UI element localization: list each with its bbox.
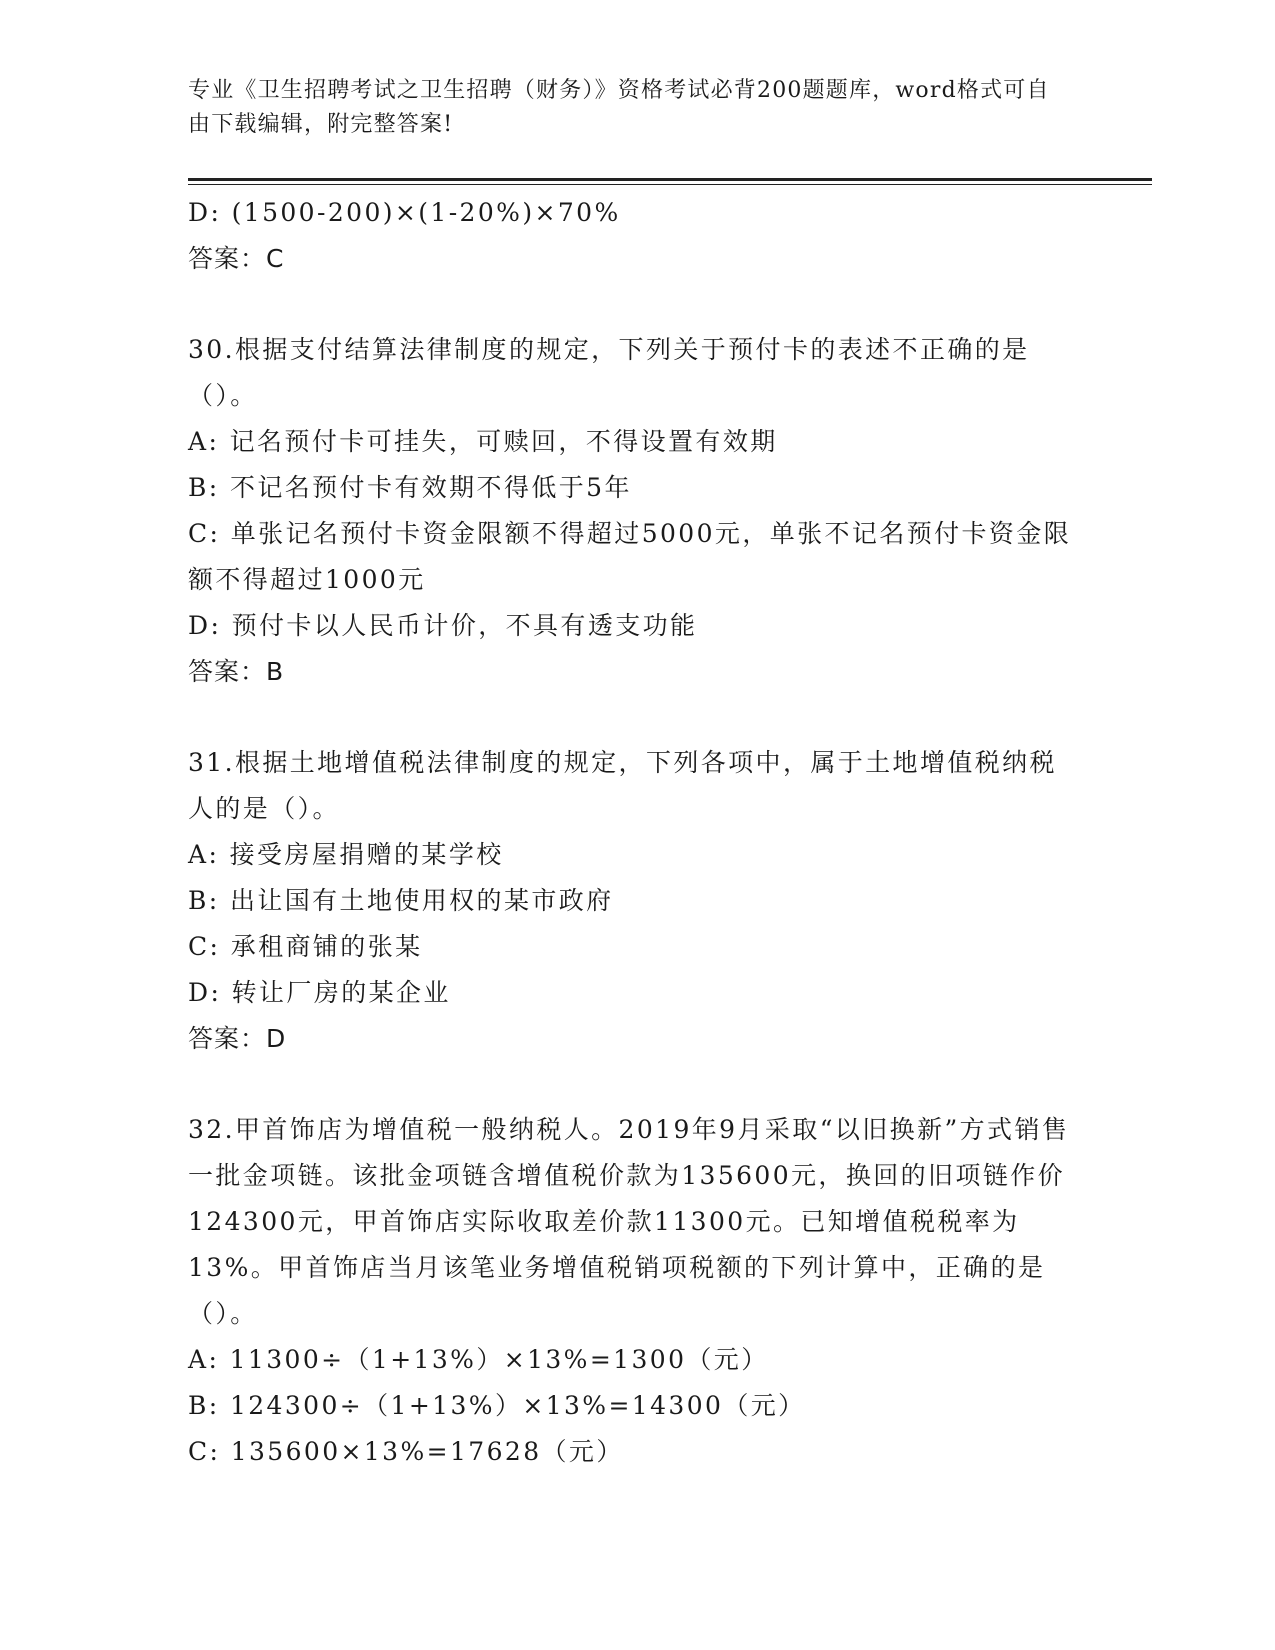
- option-a: A: 接受房屋捐赠的某学校: [188, 840, 504, 869]
- option-d: D: (1500-200)×(1-20%)×70%: [188, 198, 621, 227]
- option-b: B: 124300÷（1+13%）×13%=14300（元）: [188, 1391, 806, 1420]
- option-a: A: 记名预付卡可挂失，可赎回，不得设置有效期: [188, 427, 778, 456]
- option-a: A: 11300÷（1+13%）×13%=1300（元）: [188, 1345, 769, 1374]
- answer: 答案：B: [188, 657, 285, 686]
- document-header: [188, 74, 1068, 142]
- option-d: D: 预付卡以人民币计价，不具有透支功能: [188, 611, 698, 640]
- option-c: C: 单张记名预付卡资金限额不得超过5000元，单张不记名预付卡资金限额不得超过1000元: [188, 519, 1072, 594]
- answer: 答案：C: [188, 244, 285, 273]
- question-stem: 30.根据支付结算法律制度的规定，下列关于预付卡的表述不正确的是（）。: [188, 335, 1030, 410]
- option-c: C: 135600×13%=17628（元）: [188, 1437, 624, 1466]
- option-b: B: 不记名预付卡有效期不得低于5年: [188, 473, 632, 502]
- option-b: B: 出让国有土地使用权的某市政府: [188, 886, 614, 915]
- option-c: C: 承租商铺的张某: [188, 932, 423, 961]
- question-stem: 32.甲首饰店为增值税一般纳税人。2019年9月采取“以旧换新”方式销售一批金项链。该批金项链含增值税价款为135600元，换回的旧项链作价124300元，甲首饰店实际收取差价款11300元。已知增值税税率为13%。甲首饰店当月该笔业务增值税销项税额的下列计算中，正确的是（）。: [188, 1115, 1070, 1328]
- spacer: [188, 695, 1083, 740]
- answer: 答案：D: [188, 1024, 287, 1053]
- question-stem: 31.根据土地增值税法律制度的规定，下列各项中，属于土地增值税纳税人的是（）。: [188, 748, 1057, 823]
- option-d: D: 转让厂房的某企业: [188, 978, 451, 1007]
- header-title: 专业《卫生招聘考试之卫生招聘（财务）》资格考试必背200题题库，word格式可自由下载编辑，附完整答案!: [188, 78, 1050, 137]
- document-body: [188, 190, 1083, 1475]
- spacer: [188, 282, 1083, 327]
- spacer: [188, 1062, 1083, 1107]
- header-divider-thin: [188, 184, 1152, 185]
- header-divider: [188, 178, 1152, 181]
